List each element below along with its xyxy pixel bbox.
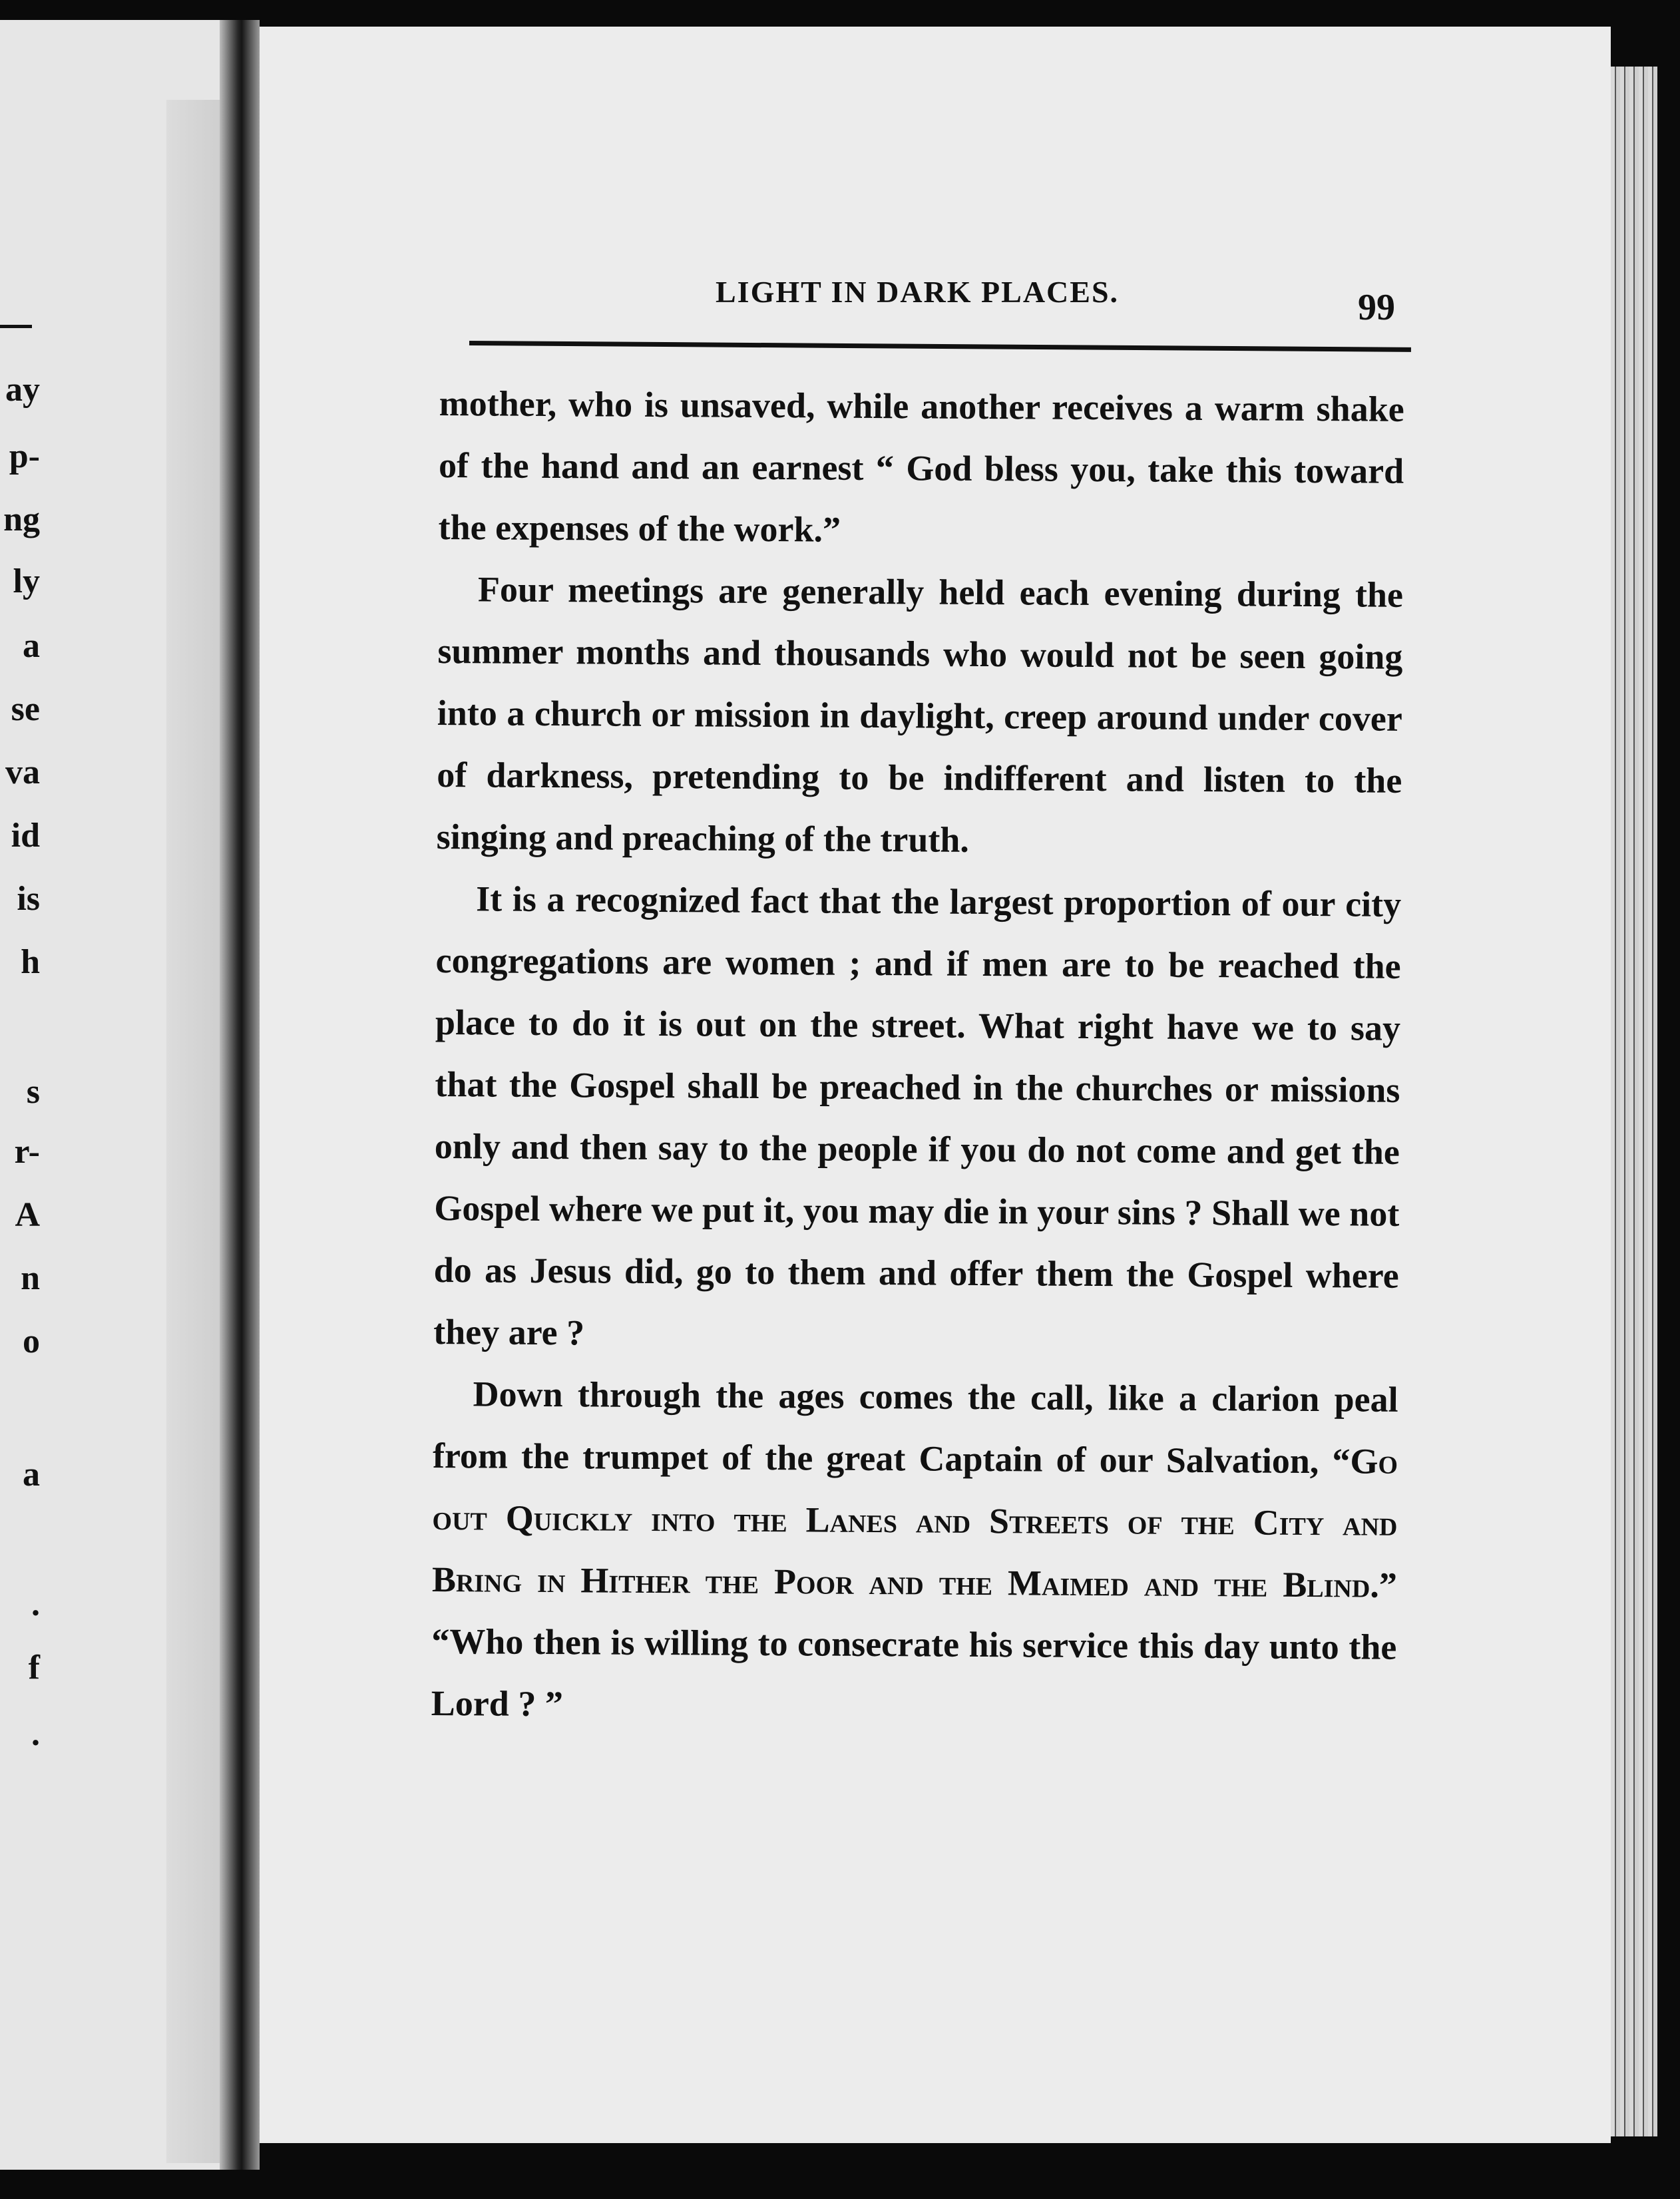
page-number: 99 [1358, 287, 1395, 328]
left-fragment: A [15, 1196, 40, 1234]
left-fragment: id [11, 817, 40, 855]
left-fragment: r- [14, 1133, 40, 1171]
paragraph-4 [431, 1363, 1398, 1740]
left-fragment: s [26, 1073, 40, 1111]
left-fragment: ng [3, 500, 40, 538]
running-head: LIGHT IN DARK PLACES. [716, 275, 1120, 309]
left-fragment: o [23, 1322, 40, 1360]
left-fragment: ay [5, 371, 40, 409]
left-fragment: a [23, 1456, 40, 1494]
page-stack-edge [1611, 67, 1657, 2136]
left-page-edge [166, 100, 220, 2163]
left-fragment: va [5, 753, 40, 791]
left-fragment: h [21, 943, 40, 981]
paragraph-1: mother, who is unsaved, while another receives a warm shake of the hand and an earnest “ God bless you, take this toward the expenses of the work.” [438, 383, 1404, 550]
left-fragment: . [31, 1715, 40, 1753]
left-fragment: p- [9, 437, 40, 475]
paragraph-4-end: ” “Who then is willing to consecrate his service this day unto the Lord ? ” [431, 1565, 1398, 1724]
left-fragment: ly [13, 562, 40, 600]
body-text [431, 373, 1404, 1740]
scripture-quote: Go out Quickly into the Lanes and Streets of the City and Bring in Hither the Poor and the Maimed and the Blind. [431, 1441, 1398, 1605]
paragraph-2: Four meetings are generally held each evening during the summer months and thousands who would not be seen going into a church or mission in daylight, creep around under cover of darkness, pretending to be indifferent and listen to the singing and preaching of the truth. [436, 569, 1404, 860]
left-fragment: se [11, 690, 40, 728]
paragraph-4-intro: Down through the ages comes the call, like a clarion peal from the trumpet of the great Captain of our Salvation, “ [432, 1374, 1398, 1482]
left-fragment: is [17, 880, 40, 918]
left-fragment: . [31, 1585, 40, 1623]
left-fragment: a [23, 627, 40, 665]
left-fragment: n [21, 1259, 40, 1297]
left-page-rule [0, 325, 32, 328]
paragraph-3: It is a recognized fact that the largest proportion of our city congregations are women ; and if men are to be reached the place to do it is out on the street. What right have we to say that the Gospel shall be preached in the churches or missions only and then say to the people if you do not come and get the Gospel where we put it, you may die in your sins ? Shall we not do as Jesus did, go to them and offer them the Gospel where they are ? [433, 879, 1402, 1353]
left-fragment: f [28, 1649, 40, 1687]
book-gutter [220, 20, 260, 2170]
